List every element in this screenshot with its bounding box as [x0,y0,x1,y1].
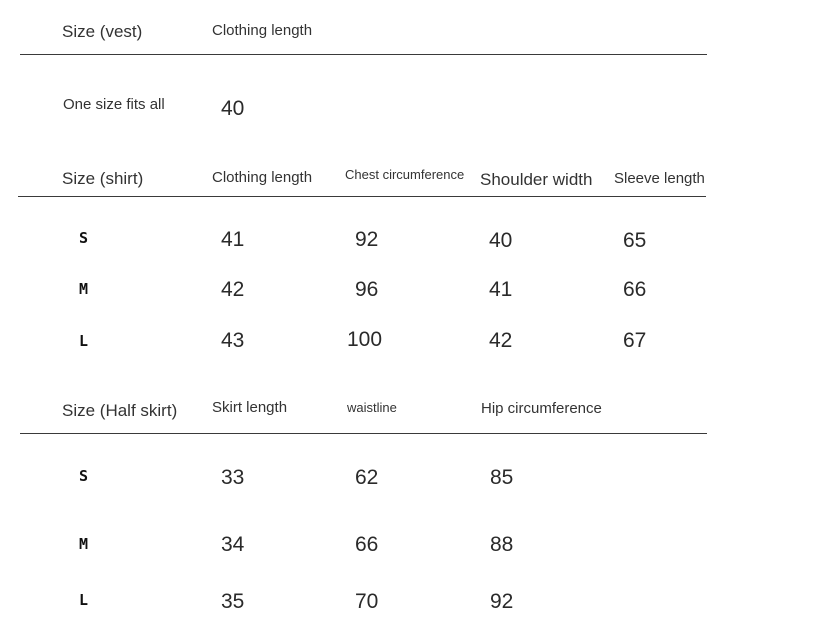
skirt-waistline-cell: 70 [355,590,379,613]
vest-size-header: Size (vest) [62,22,143,41]
vest-header-divider [20,54,707,55]
shirt-sleeve-cell: 65 [623,229,647,252]
skirt-length-cell: 35 [221,590,245,613]
shirt-sleeve-cell: 66 [623,278,647,301]
vest-size-cell: One size fits all [63,96,165,113]
shirt-size-cell: S [79,229,89,247]
skirt-length-header: Skirt length [212,399,288,416]
shirt-chest-cell: 100 [347,328,383,351]
shirt-clothing-length-header: Clothing length [212,169,313,186]
skirt-hip-header: Hip circumference [481,400,602,417]
skirt-hip-cell: 92 [490,590,514,613]
shirt-clothing-length-cell: 43 [221,329,245,352]
skirt-waistline-header: waistline [347,400,397,415]
skirt-hip-cell: 88 [490,533,514,556]
shirt-shoulder-header: Shoulder width [480,170,593,189]
shirt-size-header: Size (shirt) [62,169,144,188]
skirt-length-cell: 34 [221,533,245,556]
skirt-size-cell: S [79,467,89,485]
shirt-chest-cell: 96 [355,278,379,301]
skirt-waistline-cell: 62 [355,466,379,489]
shirt-sleeve-cell: 67 [623,329,647,352]
shirt-chest-header: Chest circumference [345,167,465,182]
shirt-size-cell: M [79,280,89,298]
shirt-sleeve-header: Sleeve length [614,170,705,187]
skirt-header-divider [20,433,707,434]
shirt-clothing-length-cell: 42 [221,278,245,301]
skirt-size-cell: M [79,535,89,553]
skirt-size-header: Size (Half skirt) [62,401,178,420]
shirt-shoulder-cell: 41 [489,278,513,301]
vest-clothing-length-header: Clothing length [212,22,313,39]
shirt-header-divider [18,196,706,197]
skirt-length-cell: 33 [221,466,245,489]
shirt-size-cell: L [79,332,89,350]
shirt-chest-cell: 92 [355,228,379,251]
skirt-waistline-cell: 66 [355,533,379,556]
shirt-shoulder-cell: 42 [489,329,513,352]
shirt-shoulder-cell: 40 [489,229,513,252]
shirt-clothing-length-cell: 41 [221,228,245,251]
skirt-size-cell: L [79,591,89,609]
skirt-hip-cell: 85 [490,466,514,489]
vest-clothing-length-cell: 40 [221,97,245,120]
